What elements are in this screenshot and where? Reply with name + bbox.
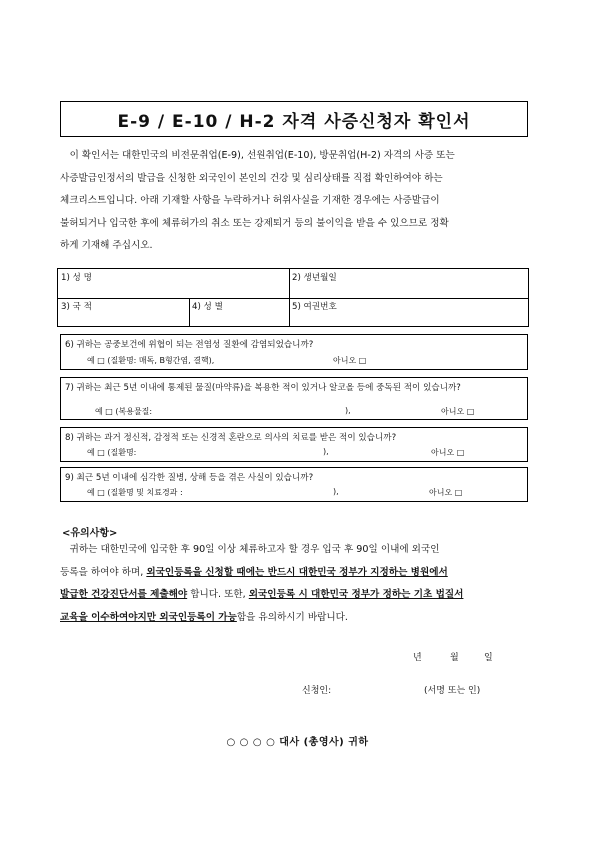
- no-option[interactable]: 아니오 □: [441, 407, 475, 416]
- birthdate-field[interactable]: [289, 269, 528, 298]
- notice-emphasis: 외국인등록 시 대한민국 정부가 정하는 기초 법질서: [248, 589, 464, 600]
- yes-option[interactable]: 예 □ (질환명 및 치료경과 :: [87, 488, 183, 497]
- question-text: 9) 최근 5년 이내에 심각한 질병, 상해 등을 겪은 사실이 있습니까?: [65, 473, 314, 483]
- date-day-label[interactable]: 일: [484, 653, 493, 663]
- question-9: [60, 467, 528, 502]
- question-text: 8) 귀하는 과거 정신적, 감정적 또는 신경적 혼란으로 의사의 치료를 받은 적이 있습니까?: [65, 433, 397, 443]
- applicant-info-table: [57, 268, 529, 327]
- nationality-label: 3) 국 적: [61, 302, 92, 312]
- no-option[interactable]: 아니오 □: [333, 356, 367, 365]
- intro-line: 사증발급인정서의 발급을 신청한 외국인이 본인의 건강 및 심리상태를 직접 확인하여야 하는: [60, 172, 443, 184]
- intro-line: 하게 기재해 주십시오.: [60, 240, 153, 251]
- question-text: 7) 귀하는 최근 5년 이내에 통제된 물질(마약류)을 복용한 적이 있거나 알코올 등에 중독된 적이 있습니까?: [65, 383, 461, 393]
- yes-option[interactable]: 예 □ (질환명:: [87, 448, 137, 457]
- notice-line: [60, 562, 528, 585]
- intro-line: 체크리스트입니다. 아래 기재할 사항을 누락하거나 허위사실을 기재한 경우에는 사증발급이: [60, 195, 440, 206]
- addressee: ○ ○ ○ ○ 대사 (총영사) 귀하: [226, 737, 369, 748]
- question-text: 6) 귀하는 공중보건에 위협이 되는 전염성 질환에 감염되었습니까?: [65, 340, 314, 350]
- passport-field[interactable]: [289, 298, 528, 326]
- question-6: [60, 334, 528, 370]
- question-7: [60, 377, 528, 420]
- yes-option[interactable]: 예 □ (질환명: 매독, B형간염, 결핵),: [87, 356, 215, 365]
- signature-field[interactable]: (서명 또는 인): [424, 686, 481, 696]
- birthdate-label: 2) 생년월일: [292, 273, 337, 283]
- name-field[interactable]: [58, 269, 289, 298]
- notice-line: 귀하는 대한민국에 입국한 후 90일 이상 체류하고자 할 경우 입국 후 90일 이내에 외국인: [60, 544, 440, 555]
- date-year-label[interactable]: 년: [413, 653, 422, 663]
- notice-emphasis: 교육을 이수하여야지만 외국인등록이 가능: [60, 611, 237, 623]
- notice-text: 함을 유의하시기 바랍니다.: [236, 611, 348, 623]
- document-title: E-9 / E-10 / H-2 자격 사증신청자 확인서: [60, 101, 528, 137]
- substance-field-close: ),: [345, 406, 351, 415]
- no-option[interactable]: 아니오 □: [429, 488, 463, 497]
- nationality-field[interactable]: [58, 298, 189, 326]
- no-option[interactable]: 아니오 □: [431, 448, 465, 457]
- notice-text: 합니다. 또한,: [187, 589, 249, 600]
- name-label: 1) 성 명: [61, 273, 92, 283]
- illness-field-close: ),: [323, 447, 329, 456]
- notice-heading: <유의사항>: [62, 528, 118, 539]
- date-month-label[interactable]: 월: [450, 653, 459, 663]
- notice-line: [60, 607, 528, 630]
- notice-emphasis: 외국인등록을 신청할 때에는 반드시 대한민국 정부가 지정하는 병원에서: [146, 566, 448, 578]
- intro-paragraph: [60, 145, 528, 258]
- yes-option[interactable]: 예 □ (복용물질:: [95, 407, 153, 416]
- gender-label: 4) 성 별: [192, 302, 223, 312]
- notice-emphasis: 발급한 건강진단서를 제출해야: [60, 589, 188, 600]
- notice-paragraph: [60, 539, 528, 629]
- intro-line: 이 확인서는 대한민국의 비전문취업(E-9), 선원취업(E-10), 방문취업(H-2) 자격의 사증 또는: [60, 150, 455, 161]
- notice-text: 등록을 하여야 하며,: [60, 566, 147, 578]
- question-8: [60, 427, 528, 462]
- gender-field[interactable]: [189, 298, 289, 326]
- applicant-label: 신청인:: [302, 686, 332, 696]
- treatment-field-close: ),: [333, 487, 339, 496]
- intro-line: 불허되거나 입국한 후에 체류허가의 취소 또는 강제퇴거 등의 불이익을 받을 수 있으므로 정확: [60, 217, 449, 229]
- passport-label: 5) 여권번호: [292, 302, 337, 312]
- notice-line: [60, 584, 528, 607]
